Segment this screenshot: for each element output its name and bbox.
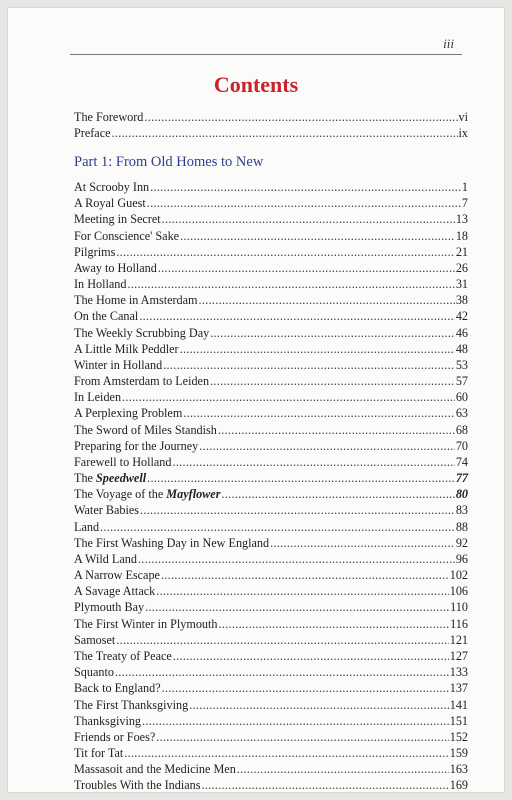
toc-entry-title: The Treaty of Peace bbox=[74, 648, 172, 663]
dot-leader bbox=[199, 292, 455, 308]
dot-leader bbox=[183, 405, 454, 421]
toc-entry-page: 1 bbox=[461, 180, 468, 194]
toc-entry-page: 92 bbox=[455, 535, 468, 550]
toc-entry-page: 46 bbox=[455, 325, 468, 340]
toc-entry bbox=[74, 648, 468, 664]
toc-entry-title: A Narrow Escape bbox=[74, 568, 160, 583]
dot-leader bbox=[115, 664, 449, 680]
dot-leader bbox=[162, 680, 449, 696]
toc-entry-page: 116 bbox=[450, 616, 468, 631]
dot-leader bbox=[158, 260, 455, 276]
toc-entry-title: At Scrooby Inn bbox=[74, 180, 150, 194]
toc-entry-title: Water Babies bbox=[74, 503, 140, 518]
dot-leader bbox=[156, 583, 448, 599]
toc-entry-title: In Leiden bbox=[74, 390, 122, 405]
dot-leader bbox=[122, 389, 455, 405]
toc-entry-title: Plymouth Bay bbox=[74, 600, 145, 615]
dot-leader bbox=[172, 454, 454, 470]
dot-leader bbox=[124, 745, 448, 761]
toc-entry bbox=[74, 244, 468, 260]
toc-entry-page: 96 bbox=[455, 551, 468, 566]
toc-entry-title: The Foreword bbox=[74, 110, 144, 124]
toc-entry-page: 141 bbox=[449, 697, 468, 712]
toc-entry bbox=[74, 389, 468, 405]
toc-entry-title-prefix: The bbox=[74, 471, 96, 486]
page-number: iii bbox=[443, 36, 454, 51]
toc-entry-page: 7 bbox=[461, 196, 468, 211]
toc-entry-title: Meeting in Secret bbox=[74, 212, 161, 227]
toc-entry-page: 127 bbox=[449, 648, 468, 663]
toc-entry bbox=[74, 680, 468, 696]
toc-entry-title: Squanto bbox=[74, 665, 114, 680]
toc-entry-title: A Perplexing Problem bbox=[74, 406, 183, 421]
toc-entry-title bbox=[74, 486, 220, 502]
dot-leader bbox=[199, 438, 455, 454]
toc-entries bbox=[74, 179, 468, 794]
toc-entry-title: Away to Holland bbox=[74, 260, 157, 275]
toc-entry-title-emphasis: Mayflower bbox=[166, 487, 221, 502]
toc-entry-title: On the Canal bbox=[74, 309, 139, 324]
dot-leader bbox=[145, 599, 449, 615]
toc-entry-title: Back to England? bbox=[74, 681, 161, 696]
toc-entry-page: 70 bbox=[455, 438, 468, 453]
toc-entry-title: A Royal Guest bbox=[74, 196, 146, 211]
toc-entry bbox=[74, 109, 468, 125]
toc-entry bbox=[74, 422, 468, 438]
toc-entry-page: 77 bbox=[455, 471, 468, 486]
toc-entry bbox=[74, 357, 468, 373]
dot-leader bbox=[210, 325, 455, 341]
dot-leader bbox=[161, 567, 449, 583]
dot-leader bbox=[147, 195, 461, 211]
dot-leader bbox=[144, 109, 457, 125]
toc-entry bbox=[74, 729, 468, 745]
dot-leader bbox=[201, 777, 448, 793]
book-page bbox=[8, 8, 504, 792]
dot-leader bbox=[138, 551, 455, 567]
toc-entry-page: ix bbox=[458, 126, 468, 141]
toc-entry bbox=[74, 616, 468, 632]
toc-entry-page: 63 bbox=[455, 406, 468, 421]
toc-entry bbox=[74, 470, 468, 486]
toc-entry-page: 48 bbox=[455, 341, 468, 356]
toc-entry-page: 21 bbox=[455, 244, 468, 259]
toc-entry-title: Preparing for the Journey bbox=[74, 438, 199, 453]
toc-entry-title: Friends or Foes? bbox=[74, 729, 156, 744]
toc-entry-title: The First Thanksgiving bbox=[74, 697, 189, 712]
dot-leader bbox=[270, 535, 455, 551]
dot-leader bbox=[173, 648, 449, 664]
contents-title: Contents bbox=[213, 72, 299, 97]
toc-entry bbox=[74, 697, 468, 713]
dot-leader bbox=[150, 179, 461, 195]
dot-leader bbox=[237, 761, 449, 777]
toc-entry-title: In Holland bbox=[74, 277, 127, 292]
toc-entry bbox=[74, 195, 468, 211]
toc-entry-title: Pilgrims bbox=[74, 244, 116, 259]
toc-entry bbox=[74, 599, 468, 615]
toc-entry-page: 13 bbox=[455, 212, 468, 227]
toc-entry-title: Farewell to Holland bbox=[74, 454, 172, 469]
toc-entry-title: Thanksgiving bbox=[74, 713, 142, 728]
dot-leader bbox=[218, 422, 455, 438]
toc-entry-page: 53 bbox=[455, 357, 468, 372]
front-matter-list bbox=[74, 109, 468, 141]
toc-entry-page: 88 bbox=[455, 519, 468, 534]
toc-entry bbox=[74, 664, 468, 680]
toc-entry-title: A Wild Land bbox=[74, 551, 137, 566]
toc-entry-page: 102 bbox=[449, 568, 468, 583]
toc-entry-title: The Sword of Miles Standish bbox=[74, 422, 217, 437]
toc-entry-title: The First Washing Day in New England bbox=[74, 535, 270, 550]
dot-leader bbox=[180, 228, 455, 244]
toc-entry-title: A Little Milk Peddler bbox=[74, 341, 179, 356]
toc-entry bbox=[74, 567, 468, 583]
toc-entry bbox=[74, 228, 468, 244]
toc-entry-title: A Savage Attack bbox=[74, 584, 156, 599]
toc-entry bbox=[74, 502, 468, 518]
header-rule bbox=[70, 54, 462, 55]
toc-entry-page: 121 bbox=[449, 632, 468, 647]
toc-entry-page: 159 bbox=[449, 746, 468, 761]
dot-leader bbox=[147, 470, 455, 486]
toc-entry-page: 26 bbox=[455, 260, 468, 275]
dot-leader bbox=[116, 632, 448, 648]
toc-entry-page: 18 bbox=[455, 228, 468, 243]
toc-entry-title: For Conscience' Sake bbox=[74, 228, 180, 243]
dot-leader bbox=[163, 357, 455, 373]
toc-entry bbox=[74, 179, 468, 195]
toc-entry-title: Samoset bbox=[74, 632, 116, 647]
toc-entry-title-prefix: The Voyage of the bbox=[74, 487, 167, 502]
toc-entry-title: Troubles With the Indians bbox=[74, 778, 201, 793]
toc-entry bbox=[74, 713, 468, 729]
part-heading: Part 1: From Old Homes to New bbox=[74, 154, 264, 170]
toc-entry-title: The Home in Amsterdam bbox=[74, 293, 198, 308]
toc-entry-page: 152 bbox=[449, 729, 468, 744]
toc-entry-page: 106 bbox=[449, 584, 468, 599]
toc-entry bbox=[74, 583, 468, 599]
dot-leader bbox=[139, 308, 455, 324]
toc-entry bbox=[74, 632, 468, 648]
toc-entry-page: vi bbox=[458, 110, 468, 124]
toc-entry bbox=[74, 260, 468, 276]
toc-entry bbox=[74, 454, 468, 470]
toc-entry bbox=[74, 125, 468, 141]
toc-entry bbox=[74, 551, 468, 567]
toc-entry bbox=[74, 535, 468, 551]
toc-entry-page: 42 bbox=[455, 309, 468, 324]
toc-entry-title: The First Winter in Plymouth bbox=[74, 616, 218, 631]
toc-entry-page: 137 bbox=[449, 681, 468, 696]
toc-entry bbox=[74, 308, 468, 324]
toc-entry bbox=[74, 745, 468, 761]
toc-entry bbox=[74, 373, 468, 389]
toc-entry bbox=[74, 761, 468, 777]
toc-entry-page: 169 bbox=[449, 778, 468, 793]
toc-entry-page: 31 bbox=[455, 277, 468, 292]
toc-entry bbox=[74, 777, 468, 793]
toc-entry-title: Preface bbox=[74, 126, 111, 141]
toc-entry-page: 38 bbox=[455, 293, 468, 308]
dot-leader bbox=[210, 373, 455, 389]
dot-leader bbox=[156, 729, 448, 745]
dot-leader bbox=[112, 125, 458, 141]
dot-leader bbox=[140, 502, 455, 518]
toc-entry bbox=[74, 325, 468, 341]
toc-entry bbox=[74, 438, 468, 454]
toc-entry bbox=[74, 405, 468, 421]
dot-leader bbox=[221, 486, 454, 502]
dot-leader bbox=[189, 697, 449, 713]
toc-entry-title bbox=[74, 470, 146, 486]
toc-entry-page: 74 bbox=[455, 454, 468, 469]
toc-entry-page: 163 bbox=[449, 762, 468, 777]
toc-entry bbox=[74, 341, 468, 357]
dot-leader bbox=[142, 713, 449, 729]
toc-entry bbox=[74, 211, 468, 227]
toc-entry-title: Winter in Holland bbox=[74, 357, 163, 372]
toc-entry-page: 60 bbox=[455, 390, 468, 405]
toc-entry-title: From Amsterdam to Leiden bbox=[74, 374, 210, 389]
dot-leader bbox=[127, 276, 454, 292]
dot-leader bbox=[116, 244, 455, 260]
dot-leader bbox=[162, 211, 455, 227]
toc-entry bbox=[74, 292, 468, 308]
toc-entry-title: Massasoit and the Medicine Men bbox=[74, 762, 236, 777]
toc-entry-page: 110 bbox=[450, 600, 468, 615]
toc-entry-title: Land bbox=[74, 519, 100, 534]
toc-entry-page: 151 bbox=[449, 713, 468, 728]
toc-entry-page: 68 bbox=[455, 422, 468, 437]
toc-entry bbox=[74, 276, 468, 292]
toc-entry-title: Tit for Tat bbox=[74, 746, 124, 761]
toc-entry-page: 83 bbox=[455, 503, 468, 518]
toc-entry-page: 57 bbox=[455, 374, 468, 389]
toc-entry bbox=[74, 486, 468, 502]
toc-entry-title: The Weekly Scrubbing Day bbox=[74, 325, 210, 340]
toc-entry-title-emphasis: Speedwell bbox=[96, 471, 147, 486]
toc-entry-page: 80 bbox=[455, 487, 468, 502]
toc-entry-page: 133 bbox=[449, 665, 468, 680]
dot-leader bbox=[100, 519, 455, 535]
dot-leader bbox=[180, 341, 455, 357]
dot-leader bbox=[219, 616, 450, 632]
toc-entry bbox=[74, 519, 468, 535]
